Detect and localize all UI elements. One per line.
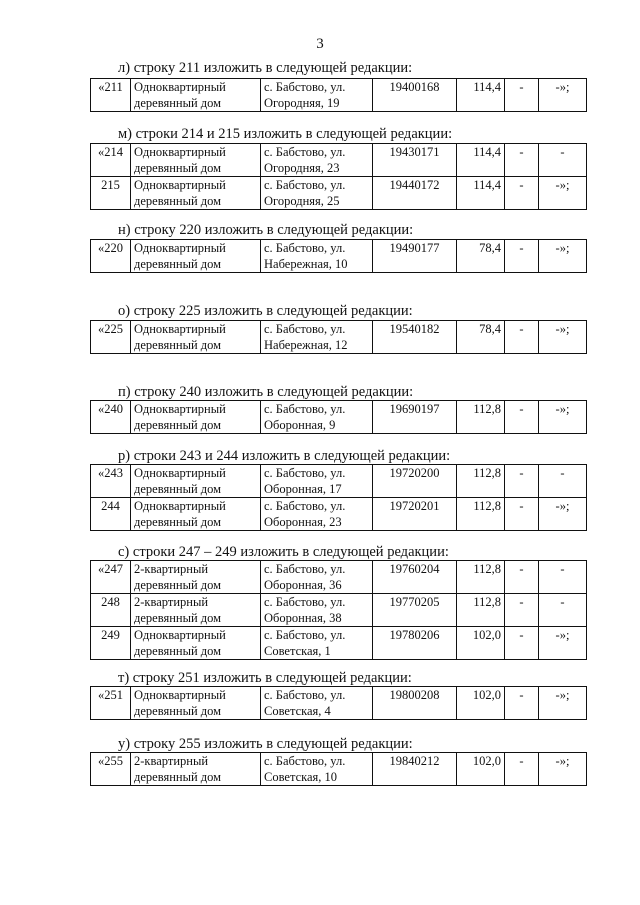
closing-cell: -»; [539, 498, 587, 531]
object-type: Одноквартирный деревянный дом [131, 79, 261, 112]
row-number: «240 [91, 401, 131, 434]
table-row [91, 240, 587, 273]
inventory-code: 19770205 [373, 594, 457, 627]
object-type: Одноквартирный деревянный дом [131, 240, 261, 273]
section-heading: т) строку 251 изложить в следующей редакции: [118, 670, 412, 686]
table-row [91, 753, 587, 786]
row-number: «211 [91, 79, 131, 112]
section-heading: р) строки 243 и 244 изложить в следующей редакции: [118, 448, 451, 464]
table-row [91, 144, 587, 177]
empty-cell: - [505, 594, 539, 627]
object-area: 114,4 [457, 177, 505, 210]
closing-cell: -»; [539, 687, 587, 720]
empty-cell: - [505, 79, 539, 112]
row-number: 215 [91, 177, 131, 210]
object-area: 112,8 [457, 594, 505, 627]
object-address: с. Бабстово, ул. Советская, 4 [261, 687, 373, 720]
object-address: с. Бабстово, ул. Оборонная, 9 [261, 401, 373, 434]
closing-cell: -»; [539, 401, 587, 434]
object-address: с. Бабстово, ул. Советская, 10 [261, 753, 373, 786]
object-address: с. Бабстово, ул. Набережная, 12 [261, 321, 373, 354]
closing-cell: -»; [539, 753, 587, 786]
register-table [90, 400, 587, 434]
closing-cell: - [539, 594, 587, 627]
row-number: «225 [91, 321, 131, 354]
empty-cell: - [505, 240, 539, 273]
empty-cell: - [505, 687, 539, 720]
empty-cell: - [505, 401, 539, 434]
closing-cell: -»; [539, 177, 587, 210]
table-row [91, 687, 587, 720]
object-address: с. Бабстово, ул. Советская, 1 [261, 627, 373, 660]
register-table [90, 560, 587, 660]
closing-cell: -»; [539, 321, 587, 354]
inventory-code: 19690197 [373, 401, 457, 434]
register-table [90, 239, 587, 273]
row-number: 248 [91, 594, 131, 627]
object-type: 2-квартирный деревянный дом [131, 753, 261, 786]
section-heading: н) строку 220 изложить в следующей редакции: [118, 222, 414, 238]
empty-cell: - [505, 177, 539, 210]
row-number: «251 [91, 687, 131, 720]
empty-cell: - [505, 753, 539, 786]
object-area: 102,0 [457, 687, 505, 720]
table-row [91, 498, 587, 531]
table-row [91, 177, 587, 210]
empty-cell: - [505, 498, 539, 531]
object-type: Одноквартирный деревянный дом [131, 321, 261, 354]
object-area: 78,4 [457, 240, 505, 273]
object-area: 112,8 [457, 498, 505, 531]
table-row [91, 627, 587, 660]
object-type: Одноквартирный деревянный дом [131, 401, 261, 434]
object-area: 112,8 [457, 401, 505, 434]
empty-cell: - [505, 627, 539, 660]
row-number: «243 [91, 465, 131, 498]
object-type: Одноквартирный деревянный дом [131, 465, 261, 498]
row-number: 249 [91, 627, 131, 660]
empty-cell: - [505, 465, 539, 498]
inventory-code: 19720201 [373, 498, 457, 531]
inventory-code: 19800208 [373, 687, 457, 720]
inventory-code: 19720200 [373, 465, 457, 498]
object-address: с. Бабстово, ул. Оборонная, 36 [261, 561, 373, 594]
object-area: 114,4 [457, 144, 505, 177]
object-type: Одноквартирный деревянный дом [131, 687, 261, 720]
empty-cell: - [505, 144, 539, 177]
empty-cell: - [505, 561, 539, 594]
object-area: 112,8 [457, 465, 505, 498]
row-number: 244 [91, 498, 131, 531]
register-table [90, 78, 587, 112]
inventory-code: 19440172 [373, 177, 457, 210]
row-number: «247 [91, 561, 131, 594]
inventory-code: 19490177 [373, 240, 457, 273]
inventory-code: 19430171 [373, 144, 457, 177]
object-type: 2-квартирный деревянный дом [131, 594, 261, 627]
section-heading: м) строки 214 и 215 изложить в следующей редакции: [118, 126, 453, 142]
closing-cell: -»; [539, 79, 587, 112]
section-heading: о) строку 225 изложить в следующей редакции: [118, 303, 413, 319]
table-row [91, 594, 587, 627]
object-address: с. Бабстово, ул. Оборонная, 38 [261, 594, 373, 627]
inventory-code: 19780206 [373, 627, 457, 660]
object-type: Одноквартирный деревянный дом [131, 144, 261, 177]
row-number: «255 [91, 753, 131, 786]
object-area: 114,4 [457, 79, 505, 112]
closing-cell: -»; [539, 627, 587, 660]
closing-cell: - [539, 144, 587, 177]
section-heading: п) строку 240 изложить в следующей редакции: [118, 384, 414, 400]
object-area: 112,8 [457, 561, 505, 594]
row-number: «214 [91, 144, 131, 177]
object-area: 78,4 [457, 321, 505, 354]
inventory-code: 19540182 [373, 321, 457, 354]
object-type: Одноквартирный деревянный дом [131, 498, 261, 531]
closing-cell: - [539, 561, 587, 594]
section-heading: с) строки 247 – 249 изложить в следующей редакции: [118, 544, 449, 560]
inventory-code: 19400168 [373, 79, 457, 112]
register-table [90, 320, 587, 354]
section-heading: у) строку 255 изложить в следующей редакции: [118, 736, 413, 752]
table-row [91, 79, 587, 112]
inventory-code: 19760204 [373, 561, 457, 594]
table-row [91, 561, 587, 594]
empty-cell: - [505, 321, 539, 354]
inventory-code: 19840212 [373, 753, 457, 786]
object-area: 102,0 [457, 627, 505, 660]
section-heading: л) строку 211 изложить в следующей редакции: [118, 60, 413, 76]
object-type: 2-квартирный деревянный дом [131, 561, 261, 594]
register-table [90, 143, 587, 210]
closing-cell: - [539, 465, 587, 498]
object-area: 102,0 [457, 753, 505, 786]
page-number: 3 [316, 36, 324, 52]
table-row [91, 321, 587, 354]
closing-cell: -»; [539, 240, 587, 273]
object-address: с. Бабстово, ул. Оборонная, 23 [261, 498, 373, 531]
object-address: с. Бабстово, ул. Набережная, 10 [261, 240, 373, 273]
table-row [91, 401, 587, 434]
register-table [90, 752, 587, 786]
table-row [91, 465, 587, 498]
register-table [90, 686, 587, 720]
object-address: с. Бабстово, ул. Огородняя, 23 [261, 144, 373, 177]
object-type: Одноквартирный деревянный дом [131, 627, 261, 660]
object-type: Одноквартирный деревянный дом [131, 177, 261, 210]
register-table [90, 464, 587, 531]
object-address: с. Бабстово, ул. Огородняя, 25 [261, 177, 373, 210]
object-address: с. Бабстово, ул. Огородняя, 19 [261, 79, 373, 112]
row-number: «220 [91, 240, 131, 273]
object-address: с. Бабстово, ул. Оборонная, 17 [261, 465, 373, 498]
